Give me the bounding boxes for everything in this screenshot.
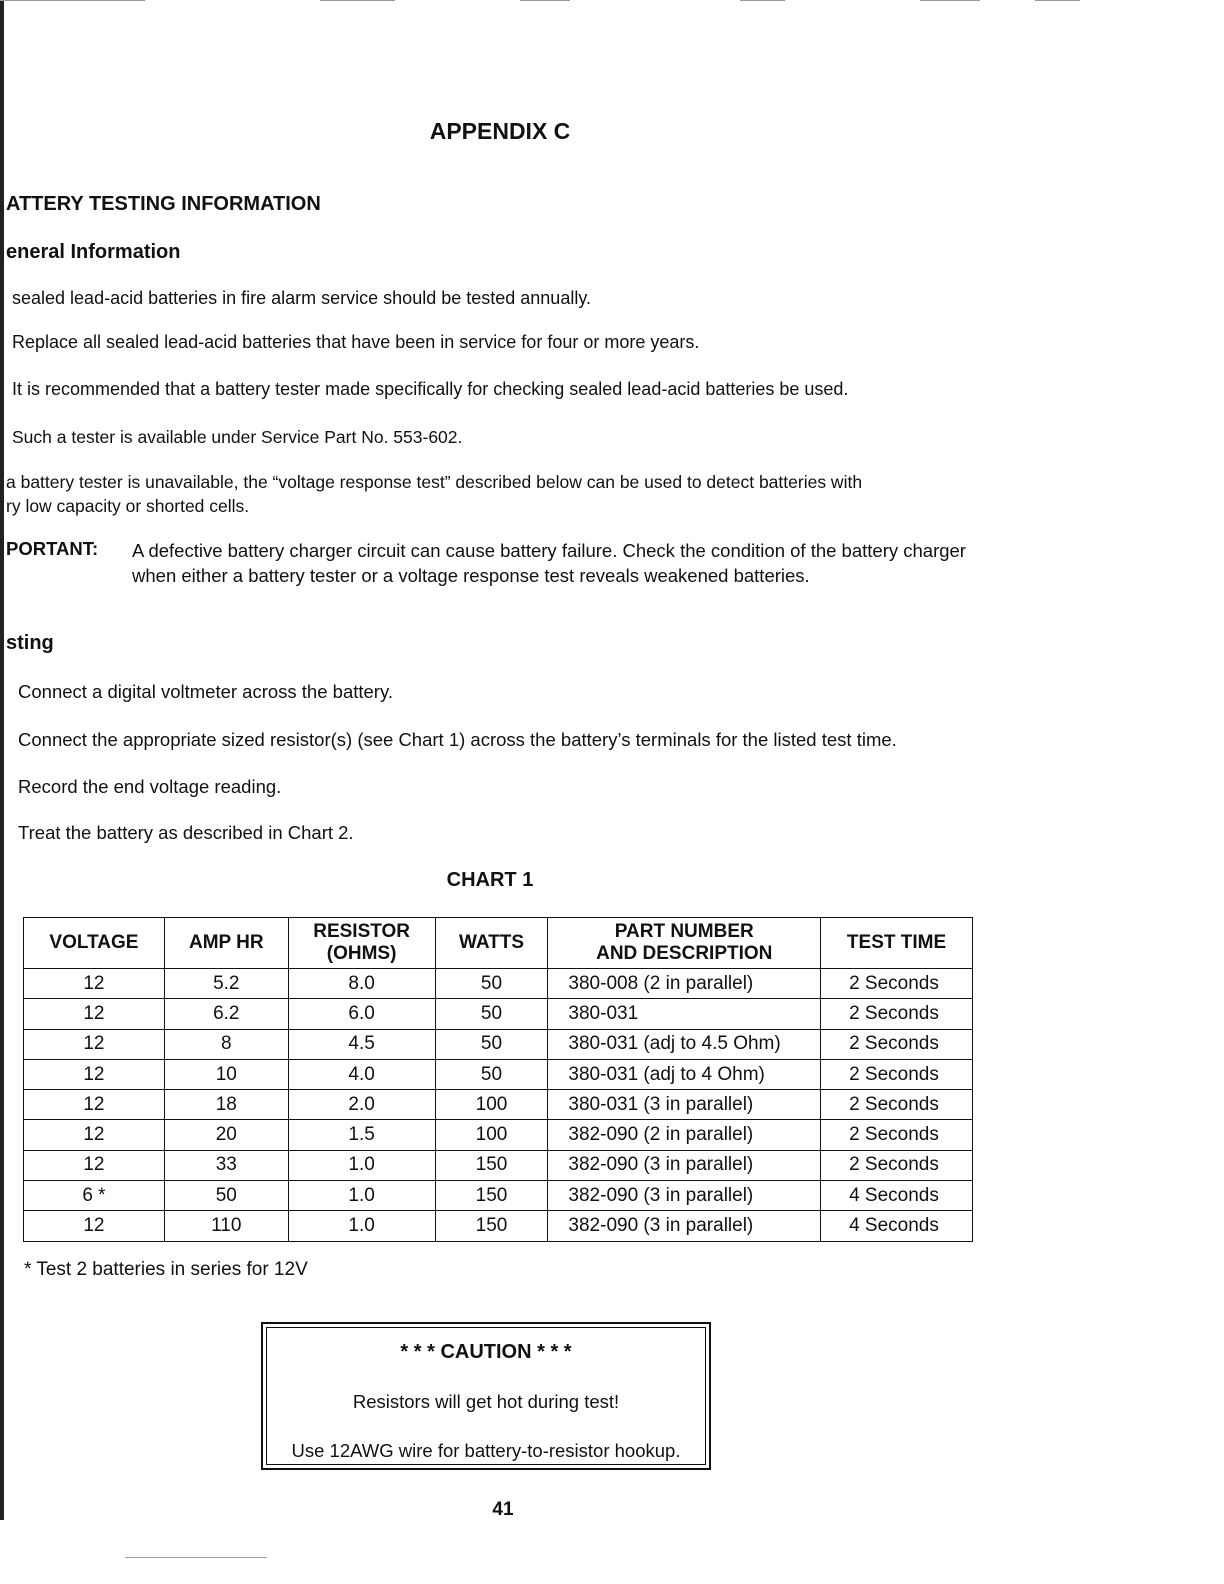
- cell-part-number: 380-031 (adj to 4 Ohm): [548, 1059, 821, 1089]
- paragraph: Such a tester is available under Service Part No. 553-602.: [12, 427, 463, 447]
- cell-voltage: 12: [24, 1059, 165, 1089]
- section-title: ATTERY TESTING INFORMATION: [6, 193, 321, 215]
- important-note: [6, 538, 996, 588]
- cell-watts: 50: [435, 969, 548, 999]
- table-row: [24, 999, 973, 1029]
- header-line: RESISTOR: [313, 921, 410, 942]
- page-title: APPENDIX C: [429, 118, 571, 144]
- cell-resistor: 1.5: [288, 1120, 435, 1150]
- cell-voltage: 12: [24, 999, 165, 1029]
- table-header-row: [24, 918, 973, 969]
- cell-test-time: 2 Seconds: [821, 969, 973, 999]
- cell-resistor: 6.0: [288, 999, 435, 1029]
- table-row: [24, 1059, 973, 1089]
- caution-title: * * * CAUTION * * *: [400, 1341, 572, 1363]
- page-edge-shadow: [0, 0, 4, 1520]
- caution-line: Use 12AWG wire for battery-to-resistor hookup.: [291, 1440, 681, 1461]
- cell-part-number: 382-090 (3 in parallel): [548, 1211, 821, 1241]
- cell-amp-hr: 20: [164, 1120, 288, 1150]
- cell-part-number: 380-031: [548, 999, 821, 1029]
- cell-test-time: 4 Seconds: [821, 1211, 973, 1241]
- cell-part-number: 380-031 (3 in parallel): [548, 1090, 821, 1120]
- top-scan-line: [520, 0, 570, 1]
- cell-amp-hr: 50: [164, 1181, 288, 1211]
- header-line: PART NUMBER: [614, 921, 754, 942]
- testing-heading: sting: [6, 632, 54, 654]
- testing-step: Record the end voltage reading.: [18, 776, 282, 797]
- caution-box: [261, 1322, 711, 1470]
- table-footnote: * Test 2 batteries in series for 12V: [24, 1259, 308, 1280]
- cell-resistor: 4.0: [288, 1059, 435, 1089]
- col-header-part-number: [548, 918, 821, 969]
- testing-step: Treat the battery as described in Chart 2.: [18, 822, 354, 843]
- cell-test-time: 4 Seconds: [821, 1181, 973, 1211]
- cell-watts: 50: [435, 999, 548, 1029]
- testing-step: Connect the appropriate sized resistor(s) (see Chart 1) across the battery’s terminals for the listed test time.: [18, 729, 897, 750]
- col-header-test-time: TEST TIME: [821, 918, 973, 969]
- top-scan-line: [920, 0, 980, 1]
- table-row: [24, 1181, 973, 1211]
- table-row: [24, 1029, 973, 1059]
- cell-voltage: 12: [24, 1120, 165, 1150]
- cell-watts: 50: [435, 1029, 548, 1059]
- important-label: PORTANT:: [6, 538, 99, 559]
- cell-test-time: 2 Seconds: [821, 999, 973, 1029]
- cell-part-number: 382-090 (3 in parallel): [548, 1181, 821, 1211]
- important-text: A defective battery charger circuit can cause battery failure. Check the condition of the battery charger when either a battery tester or a voltage response test reveals weakened batteries.: [132, 540, 966, 586]
- cell-watts: 150: [435, 1211, 548, 1241]
- table-row: [24, 1150, 973, 1180]
- paragraph: sealed lead-acid batteries in fire alarm service should be tested annually.: [12, 288, 591, 308]
- battery-test-table: [23, 917, 973, 1242]
- cell-test-time: 2 Seconds: [821, 1029, 973, 1059]
- top-scan-line: [1035, 0, 1080, 1]
- cell-voltage: 12: [24, 1211, 165, 1241]
- cell-part-number: 380-031 (adj to 4.5 Ohm): [548, 1029, 821, 1059]
- cell-voltage: 12: [24, 1150, 165, 1180]
- cell-amp-hr: 8: [164, 1029, 288, 1059]
- cell-voltage: 12: [24, 1029, 165, 1059]
- cell-test-time: 2 Seconds: [821, 1059, 973, 1089]
- cell-resistor: 4.5: [288, 1029, 435, 1059]
- cell-watts: 150: [435, 1150, 548, 1180]
- cell-test-time: 2 Seconds: [821, 1090, 973, 1120]
- cell-test-time: 2 Seconds: [821, 1150, 973, 1180]
- paragraph: ry low capacity or shorted cells.: [6, 496, 250, 516]
- cell-resistor: 2.0: [288, 1090, 435, 1120]
- top-scan-line: [320, 0, 395, 1]
- cell-watts: 100: [435, 1120, 548, 1150]
- cell-resistor: 8.0: [288, 969, 435, 999]
- paragraph: a battery tester is unavailable, the “voltage response test” described below can be used to detect batteries with: [6, 472, 863, 492]
- cell-amp-hr: 33: [164, 1150, 288, 1180]
- cell-resistor: 1.0: [288, 1150, 435, 1180]
- chart-title: CHART 1: [446, 869, 534, 891]
- table-row: [24, 1120, 973, 1150]
- cell-amp-hr: 10: [164, 1059, 288, 1089]
- caution-box-inner: [266, 1327, 706, 1465]
- cell-watts: 150: [435, 1181, 548, 1211]
- page-number: 41: [492, 1499, 514, 1520]
- bottom-scan-line: [125, 1557, 267, 1558]
- top-scan-line: [740, 0, 785, 1]
- paragraph: Replace all sealed lead-acid batteries that have been in service for four or more years.: [12, 332, 700, 352]
- cell-resistor: 1.0: [288, 1211, 435, 1241]
- caution-line: Resistors will get hot during test!: [352, 1391, 620, 1412]
- cell-amp-hr: 6.2: [164, 999, 288, 1029]
- paragraph: It is recommended that a battery tester made specifically for checking sealed lead-acid batteries be used.: [12, 379, 849, 399]
- header-line: (OHMS): [326, 943, 397, 964]
- cell-part-number: 382-090 (2 in parallel): [548, 1120, 821, 1150]
- cell-amp-hr: 110: [164, 1211, 288, 1241]
- cell-voltage: 12: [24, 969, 165, 999]
- table-row: [24, 969, 973, 999]
- header-line: AND DESCRIPTION: [596, 943, 773, 964]
- cell-watts: 50: [435, 1059, 548, 1089]
- cell-amp-hr: 18: [164, 1090, 288, 1120]
- cell-voltage: 6 *: [24, 1181, 165, 1211]
- cell-part-number: 382-090 (3 in parallel): [548, 1150, 821, 1180]
- col-header-resistor: [288, 918, 435, 969]
- table-row: [24, 1090, 973, 1120]
- cell-test-time: 2 Seconds: [821, 1120, 973, 1150]
- general-info-heading: eneral Information: [6, 241, 181, 263]
- col-header-watts: WATTS: [435, 918, 548, 969]
- cell-voltage: 12: [24, 1090, 165, 1120]
- testing-step: Connect a digital voltmeter across the battery.: [18, 681, 393, 702]
- table-body: [24, 969, 973, 1242]
- cell-resistor: 1.0: [288, 1181, 435, 1211]
- col-header-voltage: VOLTAGE: [24, 918, 165, 969]
- table-row: [24, 1211, 973, 1241]
- col-header-amp-hr: AMP HR: [164, 918, 288, 969]
- cell-amp-hr: 5.2: [164, 969, 288, 999]
- cell-watts: 100: [435, 1090, 548, 1120]
- top-scan-line: [0, 0, 145, 1]
- cell-part-number: 380-008 (2 in parallel): [548, 969, 821, 999]
